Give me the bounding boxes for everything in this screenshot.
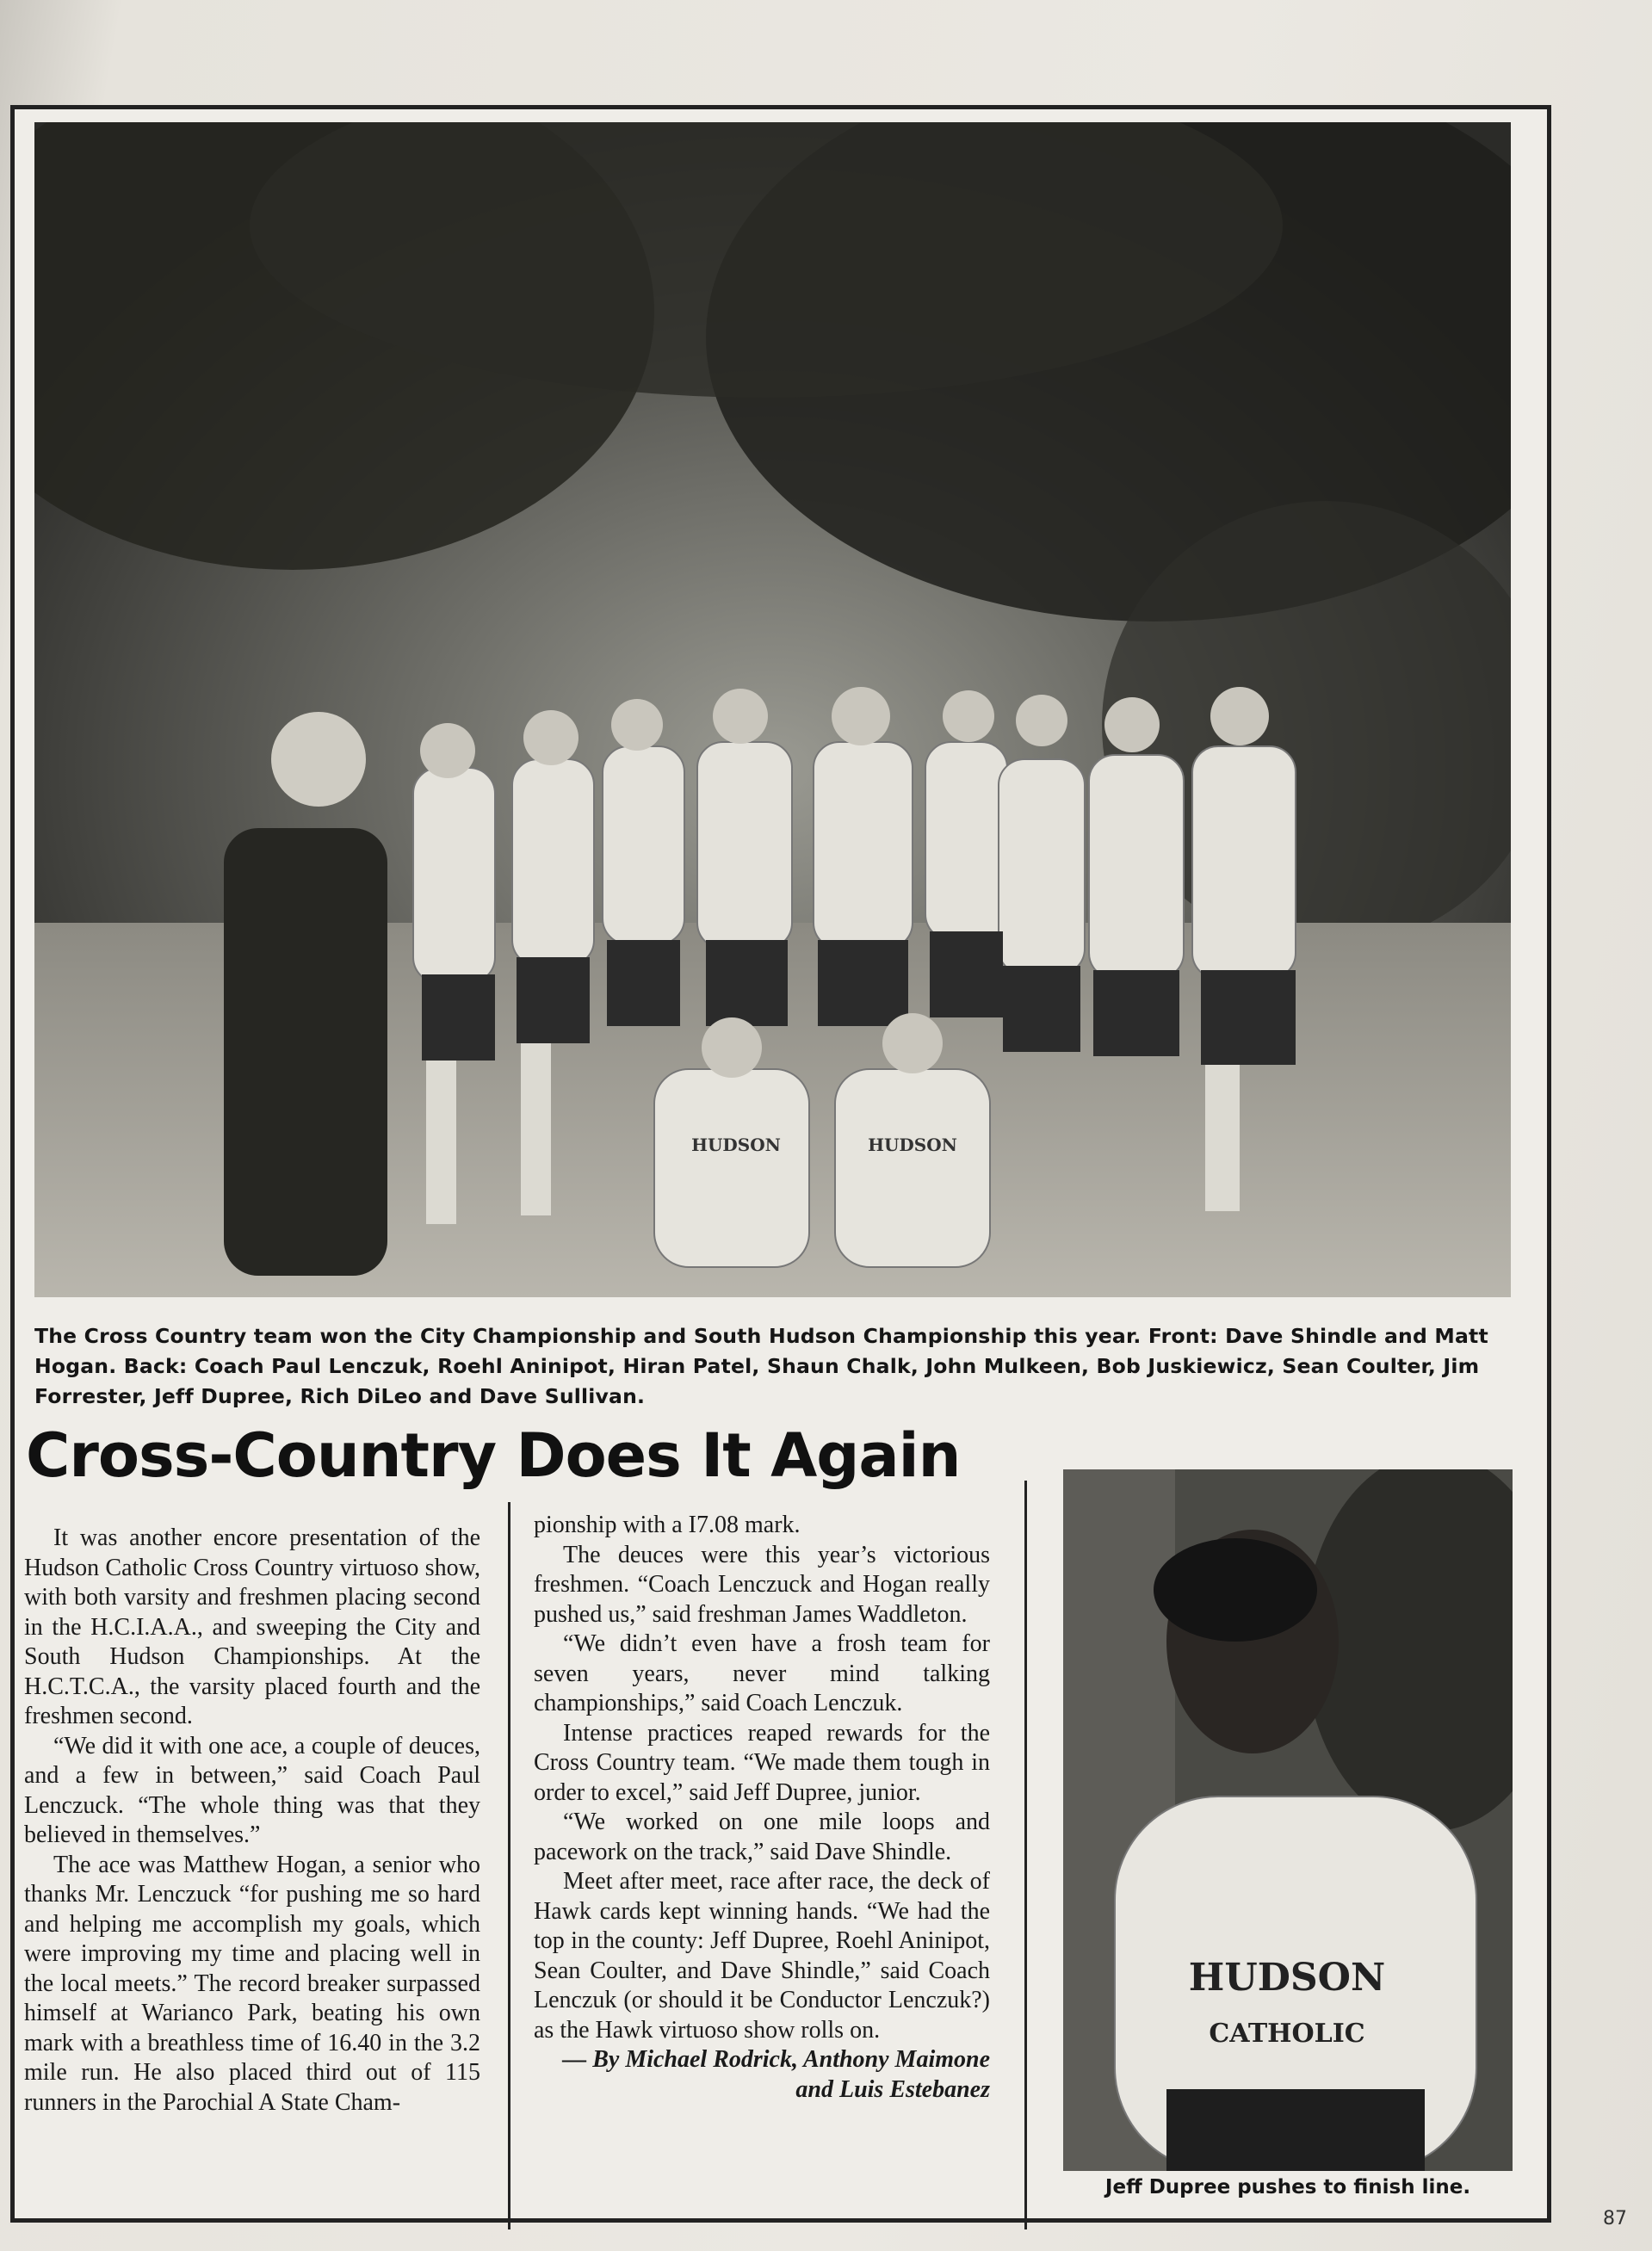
paragraph: Meet after meet, race after race, the deck of Hawk cards kept winning hands. “We had the top in the county: Jeff Dupree, Roehl Aninipot, Sean Coulter, and Dave Shindle,” said Coach Lenczuk (or should it be Conductor Lenczuk?) as the Hawk virtuoso show rolls on. bbox=[534, 1868, 990, 2044]
team-shirt-text-2: HUDSON bbox=[868, 1135, 957, 1155]
team-shirt-text: HUDSON bbox=[691, 1135, 781, 1155]
paragraph: It was another encore presentation of the Hudson Catholic Cross Country virtuoso show, with both varsity and freshmen placing second in the H.C.I.A.A., and sweeping the City and South Hudson Championships. At the H.C.T.C.A., the varsity placed fourth and the freshmen second. bbox=[24, 1524, 480, 1729]
article-headline: Cross-Country Does It Again bbox=[26, 1420, 961, 1491]
paragraph: “We worked on one mile loops and pacework on the track,” said Dave Shindle. bbox=[534, 1809, 990, 1865]
column-rule bbox=[508, 1502, 510, 2229]
article-column-1 bbox=[24, 1524, 480, 2118]
runner-photo-caption: Jeff Dupree pushes to finish line. bbox=[1104, 2176, 1471, 2198]
paragraph: “We did it with one ace, a couple of deuces, and a few in between,” said Coach Paul Lenczuck. “The whole thing was that they believed in themselves.” bbox=[24, 1732, 480, 1848]
column-rule bbox=[1024, 1481, 1027, 2229]
byline: — By Michael Rodrick, Anthony Maimone and Luis Estebanez bbox=[562, 2046, 990, 2103]
article-column-2 bbox=[534, 1511, 990, 2105]
paragraph: Intense practices reaped rewards for the Cross Country team. “We made them tough in order to excel,” said Jeff Dupree, junior. bbox=[534, 1719, 990, 1806]
page-number: 87 bbox=[1603, 2208, 1627, 2229]
team-photo-caption: The Cross Country team won the City Championship and South Hudson Championship this year. Front: Dave Shindle and Matt Hogan. Back: Coach Paul Lenczuk, Roehl Aninipot, Hiran Patel, Shaun Chalk, John Mulkeen, Bob Juskiewicz, Sean Coulter, Jim Forrester, Jeff Dupree, Rich DiLeo and Dave Sullivan. bbox=[34, 1324, 1488, 1408]
paragraph: The deuces were this year’s victorious freshmen. “Coach Lenczuck and Hogan really pushed us,” said freshman James Waddleton. bbox=[534, 1541, 990, 1628]
paragraph: The ace was Matthew Hogan, a senior who thanks Mr. Lenczuck “for pushing me so hard and helping me accomplish my goals, which were improving my time and placing well in the local meets.” The record breaker surpassed himself at Warianco Park, beating his own mark with a breathless time of 16.40 in the 3.2 mile run. He also placed third out of 115 runners in the Parochial A State Cham- bbox=[24, 1851, 480, 2116]
runner-shirt-text: HUDSON bbox=[1188, 1956, 1386, 2000]
runner-photo bbox=[1063, 1469, 1513, 2171]
runner-shirt-text-2: CATHOLIC bbox=[1209, 2019, 1365, 2049]
paragraph: “We didn’t even have a frosh team for seven years, never mind talking championships,” said Coach Lenczuk. bbox=[534, 1630, 990, 1716]
team-photo bbox=[34, 122, 1511, 1297]
paragraph: pionship with a I7.08 mark. bbox=[534, 1512, 801, 1538]
